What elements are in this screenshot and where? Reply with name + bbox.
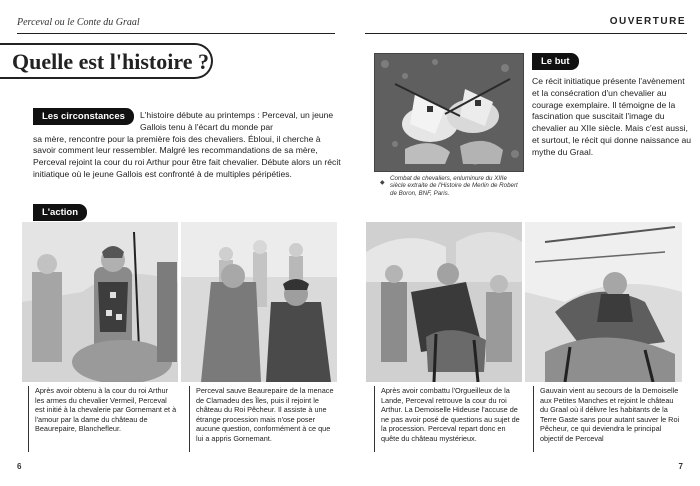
circonstances-tag: Les circonstances bbox=[33, 108, 134, 125]
panel-2-text-bar bbox=[189, 386, 190, 452]
panel-3-text-bar bbox=[374, 386, 375, 452]
illumination-caption: Combat de chevaliers, enluminure du XIIIe siècle extraite de l'Histoire de Merlin de Robert de Boron, BNF, Paris. bbox=[390, 175, 518, 197]
section-label: OUVERTURE bbox=[609, 16, 686, 27]
panel-2-text: Perceval sauve Beaurepaire de la menace de Clamadeu des Îles, puis il rejoint le château du Roi Pêcheur. Il assiste à une étrange procession mais n'ose poser aucune question, conformément à ce que lui a appris Gornemant. bbox=[196, 386, 334, 443]
panel-1-text: Après avoir obtenu à la cour du roi Arthur les armes du chevalier Vermeil, Perceval est initié à la chevalerie par Gornemant et à l'amour par la dame du château de Beaurepaire, Blanchefleur. bbox=[35, 386, 177, 434]
header-rule-left bbox=[17, 33, 335, 34]
panel-1-text-bar bbox=[28, 386, 29, 452]
action-tag: L'action bbox=[33, 204, 87, 221]
knights-illumination-image bbox=[374, 53, 524, 172]
but-text: Ce récit initiatique présente l'avènement et la consécration d'un chevalier au courage exemplaire. Il témoigne de la fascination que suscitait l'image du chevalier au XIIe siècle. Mais c'est aussi, et surtout, le récit qui donne naissance au mythe du Graal. bbox=[532, 76, 692, 157]
circonstances-text bbox=[33, 110, 343, 181]
action-panel-3-image bbox=[366, 222, 522, 382]
panel-4-text-bar bbox=[533, 386, 534, 452]
running-title: Perceval ou le Conte du Graal bbox=[17, 17, 140, 28]
action-panel-2-image bbox=[181, 222, 337, 382]
page-title: Quelle est l'histoire ? bbox=[0, 43, 213, 79]
circonstances-text-first: L'histoire débute au printemps : Perceval, un jeune Gallois tenu à l'écart du monde par bbox=[140, 110, 334, 132]
circonstances-text-rest: sa mère, rencontre pour la première fois des chevaliers. Ébloui, il cherche à savoir comment leur ressembler. Malgré les recommandations de sa mère, Perceval rejoint la cour du roi Arthur pour être fait chevalier. Débute alors un récit initiatique où le jeune Gallois est confronté à de multiples péripéties. bbox=[33, 133, 341, 179]
page-number-right: 7 bbox=[678, 462, 683, 471]
action-panel-4-image bbox=[525, 222, 682, 382]
action-panel-1-image bbox=[22, 222, 178, 382]
but-tag: Le but bbox=[532, 53, 579, 70]
panel-4-text: Gauvain vient au secours de la Demoiselle aux Petites Manches et rejoint le château du Graal où il délivre les habitants de la Terre Gaste sans pour autant sauver le Roi Pêcheur, ce qui deviendra le principal objectif de Perceval bbox=[540, 386, 680, 443]
header-rule-right bbox=[365, 33, 687, 34]
page-number-left: 6 bbox=[17, 462, 22, 471]
pointer-icon: ◆ bbox=[380, 180, 385, 186]
panel-3-text: Après avoir combattu l'Orgueilleux de la Lande, Perceval retrouve la cour du roi Arthur. La Demoiselle Hideuse l'accuse de ne pas avoir posé de questions au sujet de la procession. Perceval repart donc en quête du château mystérieux. bbox=[381, 386, 520, 443]
